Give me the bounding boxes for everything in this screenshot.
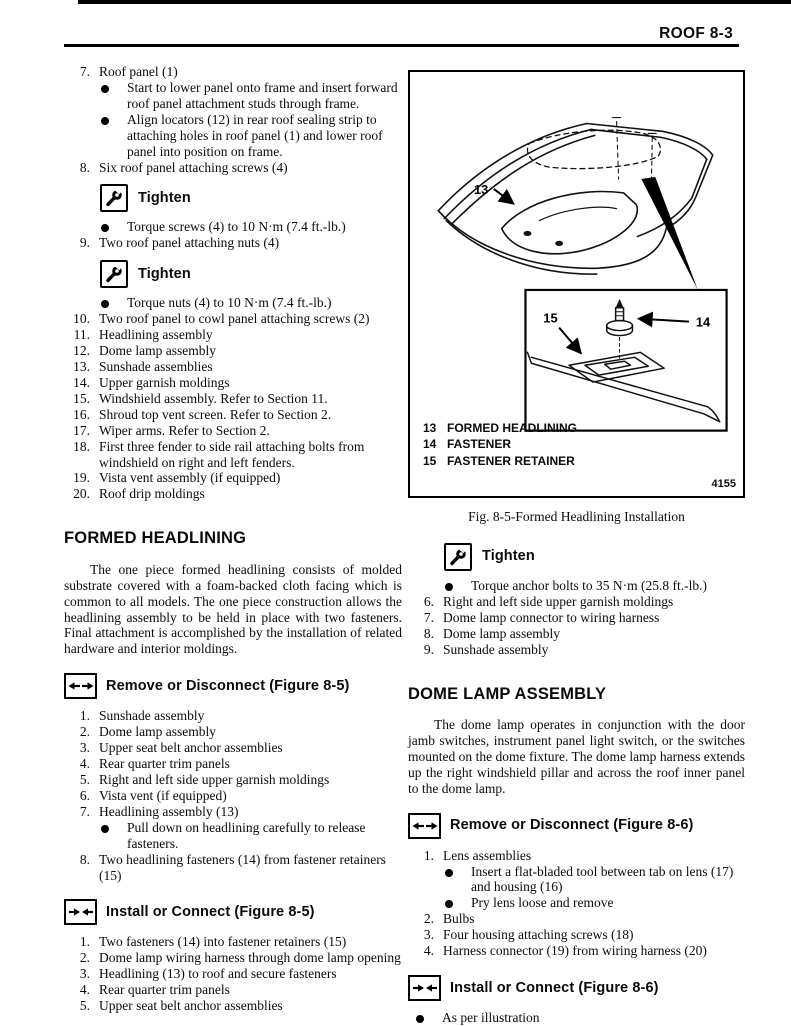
bullet-text: Start to lower panel onto frame and insert forward roof panel attachment studs through frame.: [127, 79, 398, 111]
tighten-block: [100, 184, 402, 212]
bullet-dot: [416, 1015, 424, 1023]
section-heading-formed-headlining: FORMED HEADLINING: [64, 529, 247, 548]
list-item: [64, 708, 402, 724]
item-text: Vista vent (if equipped): [99, 787, 227, 803]
item-text: Upper seat belt anchor assemblies: [99, 740, 283, 756]
item-text: Dome lamp wiring harness through dome lamp opening: [99, 950, 401, 966]
bullet-dot: [101, 117, 109, 125]
bullet-dot: [445, 869, 453, 877]
bullet-text: Pull down on headlining carefully to release fasteners.: [127, 819, 366, 851]
item-text: Right and left side upper garnish moldings: [443, 593, 674, 609]
arrows-outward-icon: [68, 679, 94, 693]
list-item: [64, 407, 402, 423]
item-number: 16.: [73, 406, 90, 422]
item-number: 12.: [73, 343, 90, 359]
item-number: 3.: [423, 927, 434, 943]
formed-headlining-intro: The one piece formed headlining consists of molded substrate covered with a foam-backed cloth facing which is common to all models. The one piece construction allows the headlining assembly to be held in place with two fasteners. Final attachment is accomplished by the installation of related hardware and interior moldings.: [64, 561, 402, 657]
list-item: [64, 756, 402, 772]
tighten-label: Tighten: [138, 189, 191, 206]
item-number: 14.: [73, 374, 90, 390]
list-bullet: [101, 112, 402, 160]
callout-14: 14: [695, 314, 711, 330]
item-text: Roof panel (1): [99, 64, 178, 79]
item-number: 9.: [79, 235, 90, 251]
list-item: [408, 610, 745, 626]
list-item: [64, 788, 402, 804]
legend-row: [423, 436, 577, 453]
list-item: [64, 998, 402, 1014]
list-bullet: [101, 80, 402, 112]
list-item: [64, 64, 402, 80]
tighten-block: [100, 260, 402, 288]
item-text: Roof drip moldings: [99, 486, 205, 502]
item-number: 19.: [73, 470, 90, 486]
arrows-outward-icon: [412, 819, 438, 833]
list-bullet: [445, 578, 745, 594]
arrows-inward-icon: [68, 905, 94, 919]
item-number: 4.: [79, 982, 90, 998]
item-number: 1.: [79, 934, 90, 950]
bullet-dot: [101, 224, 109, 232]
torque-spec: Torque screws (4) to 10 N·m (7.4 ft.-lb.): [127, 219, 346, 235]
item-number: 8.: [423, 625, 434, 641]
tighten-block: [444, 543, 745, 571]
figure-legend: [423, 420, 577, 470]
list-item: [64, 724, 402, 740]
install-connect-header: [408, 975, 745, 1001]
list-item: [64, 966, 402, 982]
item-number: 11.: [73, 327, 90, 343]
list-item: [64, 359, 402, 375]
item-text: Dome lamp connector to wiring harness: [443, 609, 660, 625]
wrench-icon: [104, 264, 124, 284]
list-item: [64, 982, 402, 998]
item-number: 4.: [423, 943, 434, 959]
list-bullet: [445, 895, 745, 911]
bullet-text: Insert a flat-bladed tool between tab on lens (17) and housing (16): [471, 863, 734, 895]
item-number: 18.: [73, 438, 90, 454]
item-text: Sunshade assembly: [443, 641, 549, 657]
item-number: 5.: [79, 998, 90, 1014]
item-text: Shroud top vent screen. Refer to Section 2.: [99, 406, 332, 422]
section-heading-dome-lamp: DOME LAMP ASSEMBLY: [408, 684, 607, 703]
tighten-label: Tighten: [482, 548, 535, 565]
item-number: 17.: [73, 422, 90, 438]
page-number-header: ROOF 8-3: [659, 25, 733, 42]
item-text: Harness connector (19) from wiring harness (20): [443, 943, 707, 959]
list-item: [64, 486, 402, 502]
item-number: 3.: [79, 966, 90, 982]
wrench-icon: [448, 547, 468, 567]
legend-number: 13: [423, 420, 437, 435]
legend-row: [423, 420, 577, 437]
item-text: Dome lamp assembly: [443, 625, 560, 641]
list-item: [64, 804, 402, 820]
item-text: Six roof panel attaching screws (4): [99, 159, 288, 175]
list-item: [64, 950, 402, 966]
list-item: [64, 160, 402, 176]
item-text: Two headlining fasteners (14) from fastener retainers (15): [99, 851, 386, 883]
list-item: [408, 911, 745, 927]
remove-disconnect-label: Remove or Disconnect (Figure 8-5): [106, 677, 350, 694]
list-item: [64, 235, 402, 251]
remove-disconnect-icon-box: [408, 813, 441, 839]
legend-label: FASTENER: [447, 437, 512, 452]
item-text: Four housing attaching screws (18): [443, 927, 634, 943]
item-number: 6.: [79, 787, 90, 803]
item-number: 7.: [423, 609, 434, 625]
list-item: [408, 642, 745, 658]
list-item: [64, 423, 402, 439]
legend-label: FORMED HEADLINING: [447, 420, 577, 435]
item-text: Wiper arms. Refer to Section 2.: [99, 422, 270, 438]
item-text: Headlining assembly: [99, 327, 213, 343]
install-connect-icon-box: [64, 899, 97, 925]
item-number: 4.: [79, 756, 90, 772]
list-item: [64, 470, 402, 486]
item-number: 13.: [73, 358, 90, 374]
item-number: 10.: [73, 311, 90, 327]
item-number: 2.: [423, 911, 434, 927]
item-number: 15.: [73, 390, 90, 406]
install-connect-label: Install or Connect (Figure 8-5): [106, 903, 315, 920]
scan-edge-artifact: [78, 0, 791, 4]
figure-reference-code: 4155: [711, 478, 736, 491]
item-number: 9.: [423, 641, 434, 657]
bullet-dot: [101, 825, 109, 833]
torque-spec: Torque nuts (4) to 10 N·m (7.4 ft.-lb.): [127, 295, 332, 311]
legend-label: FASTENER RETAINER: [447, 454, 575, 469]
item-text: Windshield assembly. Refer to Section 11.: [99, 390, 328, 406]
list-item: [408, 594, 745, 610]
item-text: Headlining assembly (13): [99, 803, 239, 819]
list-item: [64, 772, 402, 788]
list-item: [408, 927, 745, 943]
item-text: Lens assemblies: [443, 847, 532, 863]
figure-8-5: [408, 70, 745, 498]
bullet-text: Pry lens loose and remove: [471, 895, 614, 911]
item-number: 5.: [79, 771, 90, 787]
bullet-dot: [101, 300, 109, 308]
item-number: 7.: [79, 64, 90, 79]
item-number: 8.: [79, 851, 90, 867]
bullet-dot: [445, 900, 453, 908]
list-item: [64, 327, 402, 343]
list-item: [64, 934, 402, 950]
item-text: Dome lamp assembly: [99, 724, 216, 740]
list-bullet: [101, 295, 402, 311]
item-number: 20.: [73, 486, 90, 502]
header-rule: [64, 44, 739, 47]
item-number: 8.: [79, 159, 90, 175]
item-number: 2.: [79, 724, 90, 740]
item-text: Vista vent assembly (if equipped): [99, 470, 281, 486]
list-bullet: [445, 864, 745, 896]
bullet-dot: [101, 85, 109, 93]
list-item: [64, 343, 402, 359]
item-text: Two roof panel attaching nuts (4): [99, 235, 280, 251]
list-item: [64, 311, 402, 327]
callout-15: 15: [543, 310, 558, 326]
list-item: [64, 852, 402, 884]
arrows-inward-icon: [412, 981, 438, 995]
item-number: 3.: [79, 740, 90, 756]
list-bullet: [101, 219, 402, 235]
tighten-icon-box: [100, 184, 128, 212]
tighten-icon-box: [100, 260, 128, 288]
item-text: Sunshade assemblies: [99, 358, 213, 374]
bullet-dot: [445, 583, 453, 591]
legend-number: 15: [423, 454, 437, 469]
item-text: Right and left side upper garnish moldings: [99, 771, 330, 787]
item-text: Rear quarter trim panels: [99, 756, 230, 772]
list-item: [408, 626, 745, 642]
list-item: [64, 375, 402, 391]
remove-disconnect-header: [408, 813, 745, 839]
list-item: [408, 848, 745, 864]
legend-row: [423, 453, 577, 470]
list-item: [408, 943, 745, 959]
item-text: Two roof panel to cowl panel attaching screws (2): [99, 311, 370, 327]
right-column: [408, 70, 745, 1026]
list-item: [64, 391, 402, 407]
item-text: Upper garnish moldings: [99, 374, 230, 390]
remove-disconnect-icon-box: [64, 673, 97, 699]
callout-13: 13: [473, 181, 489, 197]
item-number: 2.: [79, 950, 90, 966]
install-connect-label: Install or Connect (Figure 8-6): [450, 979, 659, 996]
remove-disconnect-label: Remove or Disconnect (Figure 8-6): [450, 817, 694, 834]
dome-lamp-intro: The dome lamp operates in conjunction with the door jamb switches, instrument panel light switch, or the switches mounted on the dome fixture. The dome lamp harness extends up the right windshield pillar and across the roof inner panel to the dome lamp.: [408, 717, 745, 796]
item-text: Upper seat belt anchor assemblies: [99, 998, 283, 1014]
tighten-icon-box: [444, 543, 472, 571]
item-number: 6.: [423, 593, 434, 609]
list-bullet: [101, 820, 402, 852]
torque-spec: Torque anchor bolts to 35 N·m (25.8 ft.-lb.): [471, 577, 708, 593]
item-text: Two fasteners (14) into fastener retainers (15): [99, 934, 347, 950]
remove-disconnect-header: [64, 673, 402, 699]
figure-caption: Fig. 8-5-Formed Headlining Installation: [468, 509, 685, 524]
item-text: First three fender to side rail attaching bolts from windshield on right and left fenders.: [99, 438, 365, 470]
install-connect-header: [64, 899, 402, 925]
item-text: Bulbs: [443, 911, 475, 927]
item-text: Rear quarter trim panels: [99, 982, 230, 998]
legend-number: 14: [423, 437, 437, 452]
tighten-label: Tighten: [138, 265, 191, 282]
bullet-text: As per illustration: [442, 1010, 540, 1026]
item-text: Dome lamp assembly: [99, 343, 216, 359]
item-number: 1.: [423, 847, 434, 863]
install-connect-icon-box: [408, 975, 441, 1001]
item-number: 1.: [79, 708, 90, 724]
item-text: Headlining (13) to roof and secure fasteners: [99, 966, 337, 982]
list-item: [64, 439, 402, 471]
list-item: [64, 740, 402, 756]
bullet-text: Align locators (12) in rear roof sealing strip to attaching holes in roof panel (1) and lower roof panel into position on frame.: [127, 111, 383, 159]
item-text: Sunshade assembly: [99, 708, 205, 724]
wrench-icon: [104, 188, 124, 208]
item-number: 7.: [79, 803, 90, 819]
left-column: [64, 64, 402, 1014]
magnifier-callout-wedge: [641, 177, 697, 290]
